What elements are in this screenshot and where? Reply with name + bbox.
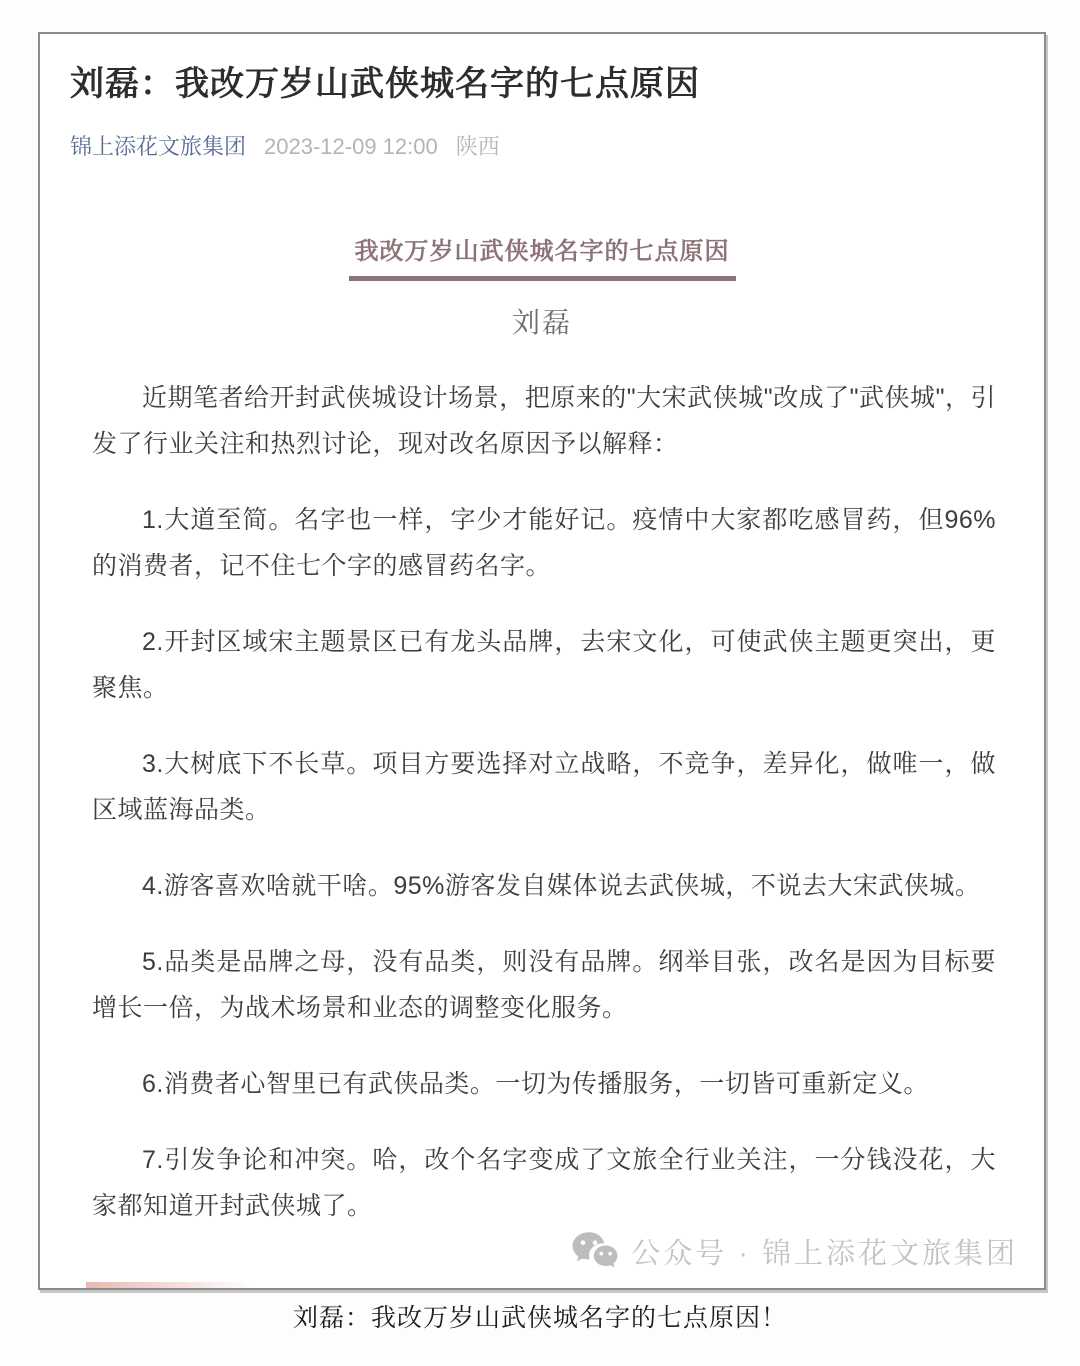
inner-heading-wrap bbox=[40, 231, 1044, 281]
paragraph-point-3: 3.大树底下不长草。项目方要选择对立战略，不竞争，差异化，做唯一，做区域蓝海品类。 bbox=[92, 749, 996, 824]
paragraph-point-7: 7.引发争论和冲突。哈，改个名字变成了文旅全行业关注，一分钱没花，大家都知道开封武侠城了。 bbox=[92, 1145, 996, 1220]
paragraph-point-1: 1.大道至简。名字也一样，字少才能好记。疫情中大家都吃感冒药，但96%的消费者，记不住七个字的感冒药名字。 bbox=[92, 505, 996, 580]
paragraph-intro: 近期笔者给开封武侠城设计场景，把原来的"大宋武侠城"改成了"武侠城"，引发了行业关注和热烈讨论，现对改名原因予以解释： bbox=[92, 383, 996, 458]
paragraph-point-5: 5.品类是品牌之母，没有品类，则没有品牌。纲举目张，改名是因为目标要增长一倍，为战术场景和业态的调整变化服务。 bbox=[92, 947, 996, 1022]
paragraph-point-4: 4.游客喜欢啥就干啥。95%游客发自媒体说去武侠城，不说去大宋武侠城。 bbox=[142, 871, 981, 900]
wechat-icon bbox=[571, 1230, 619, 1272]
publish-location: 陕西 bbox=[455, 133, 500, 159]
article-title: 刘磊：我改万岁山武侠城名字的七点原因 bbox=[70, 65, 700, 103]
paragraph-point-2: 2.开封区域宋主题景区已有龙头品牌，去宋文化，可使武侠主题更突出，更聚焦。 bbox=[92, 627, 996, 702]
article-body bbox=[92, 375, 996, 1229]
inner-heading: 我改万岁山武侠城名字的七点原因 bbox=[349, 231, 736, 281]
publish-datetime: 2023-12-09 12:00 bbox=[264, 133, 438, 159]
paragraph-point-6: 6.消费者心智里已有武侠品类。一切为传播服务，一切皆可重新定义。 bbox=[142, 1069, 929, 1098]
account-link[interactable]: 锦上添花文旅集团 bbox=[70, 133, 247, 159]
author-name: 刘磊 bbox=[511, 306, 572, 338]
image-caption: 刘磊：我改万岁山武侠城名字的七点原因！ bbox=[292, 1304, 787, 1332]
article-card bbox=[38, 32, 1046, 1290]
byline bbox=[70, 130, 1014, 161]
watermark-text: 公众号 · 锦上添花文旅集团 bbox=[631, 1237, 1018, 1270]
watermark bbox=[571, 1230, 1018, 1272]
red-accent-strip bbox=[86, 1282, 254, 1288]
